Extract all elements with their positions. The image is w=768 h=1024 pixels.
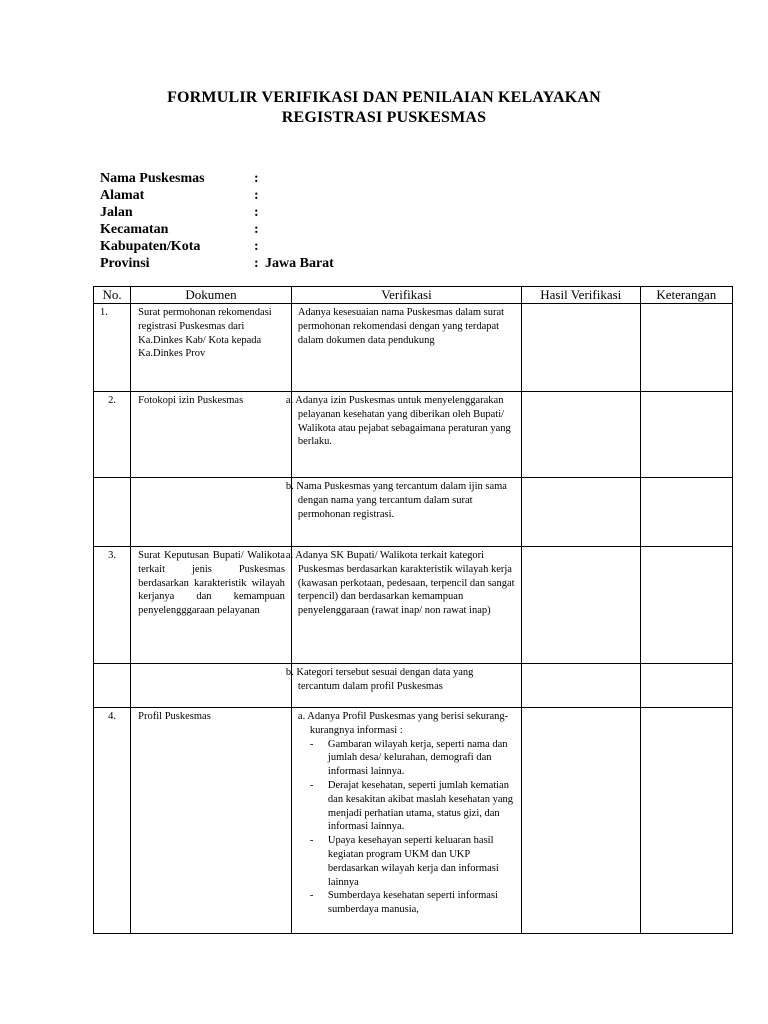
verifikasi-text: a. Adanya Profil Puskesmas yang berisi sekurang-kurangnya informasi : [297, 711, 509, 736]
title-line-2: REGISTRASI PUSKESMAS [281, 109, 487, 126]
list-item [298, 738, 517, 779]
verifikasi-text: b. Kategori tersebut sesuai dengan data yang tercantum dalam profil Puskesmas [285, 667, 474, 692]
row-number: 1. [100, 307, 108, 318]
verification-table [93, 286, 733, 934]
cell-hasil-verifikasi[interactable] [522, 547, 641, 664]
row-number: 2. [108, 395, 117, 406]
cell-no [94, 392, 131, 478]
list-item [298, 889, 517, 917]
cell-verifikasi [285, 392, 521, 478]
title-line-1: FORMULIR VERIFIKASI DAN PENILAIAN KELAYAKAN [167, 89, 601, 106]
cell-keterangan[interactable] [640, 664, 732, 708]
dash-bullet: - [309, 835, 314, 847]
info-label: Alamat [100, 188, 145, 203]
dash-bullet: - [309, 779, 314, 791]
cell-verifikasi [285, 664, 521, 708]
info-colon: : [254, 239, 259, 254]
info-row-kabupaten [100, 238, 500, 255]
cell-dokumen [131, 304, 292, 392]
dokumen-text: Surat Keputusan Bupati/ Walikota terkait jenis Puskesmas berdasarkan karakteristik wilayah kerjanya dan kemampuan penyelengggaraan pelayanan [138, 550, 285, 617]
cell-dokumen [131, 664, 292, 708]
info-value: Jawa Barat [265, 256, 334, 271]
header-dokumen: Dokumen [131, 287, 292, 304]
cell-no [94, 708, 131, 934]
table-row [94, 664, 733, 708]
cell-keterangan[interactable] [640, 392, 732, 478]
dokumen-text: Fotokopi izin Puskesmas [138, 395, 244, 406]
cell-keterangan[interactable] [640, 708, 732, 934]
dokumen-text [131, 478, 291, 480]
table-header-row [94, 287, 733, 304]
info-row-kecamatan [100, 221, 500, 238]
info-row-alamat [100, 187, 500, 204]
info-colon: : [254, 188, 259, 203]
dash-bullet: - [309, 890, 314, 902]
list-item [298, 779, 517, 834]
sub-item-text: Derajat kesehatan, seperti jumlah kematian dan kesakitan akibat maslah kesehatan yang menjadi perhatian utama, status gizi, dan informasi lainnya. [327, 779, 514, 833]
info-colon: : [254, 171, 259, 186]
cell-keterangan[interactable] [640, 478, 732, 547]
cell-hasil-verifikasi[interactable] [522, 708, 641, 934]
cell-no [94, 478, 131, 547]
info-label: Kabupaten/Kota [100, 239, 201, 254]
info-label: Kecamatan [100, 222, 169, 237]
info-colon: : [254, 256, 259, 271]
cell-keterangan[interactable] [640, 547, 732, 664]
row-number: 4. [108, 711, 117, 722]
cell-dokumen [131, 547, 292, 664]
info-row-nama [100, 170, 500, 187]
dash-bullet: - [309, 738, 314, 750]
header-no: No. [94, 287, 131, 304]
cell-dokumen [131, 392, 292, 478]
sub-item-text: Upaya kesehayan seperti keluaran hasil kegiatan program UKM dan UKP berdasarkan wilayah kerja dan informasi lainnya [327, 835, 499, 888]
info-row-jalan [100, 204, 500, 221]
cell-dokumen [131, 708, 292, 934]
row-number [94, 664, 130, 666]
cell-no [94, 664, 131, 708]
sub-item-text: Sumberdaya kesehatan seperti informasi sumberdaya manusia, [327, 890, 498, 916]
cell-no [94, 304, 131, 392]
form-title [0, 88, 768, 128]
dokumen-text: Surat permohonan rekomendasi registrasi Puskesmas dari Ka.Dinkes Kab/ Kota kepada Ka.Dinkes Prov [138, 307, 272, 360]
cell-keterangan[interactable] [640, 304, 732, 392]
sub-item-text: Gambaran wilayah kerja, seperti nama dan jumlah desa/ kelurahan, demografi dan informasi lainnya. [327, 738, 508, 778]
cell-verifikasi [291, 708, 521, 934]
verifikasi-text: b. Nama Puskesmas yang tercantum dalam ijin sama dengan nama yang tercantum dalam surat permohonan registrasi. [285, 481, 507, 520]
cell-no [94, 547, 131, 664]
header-hasil-verifikasi: Hasil Verifikasi [522, 287, 641, 304]
info-label: Nama Puskesmas [100, 171, 205, 186]
info-colon: : [254, 222, 259, 237]
cell-hasil-verifikasi[interactable] [522, 392, 641, 478]
row-number: 3. [108, 550, 117, 561]
info-colon: : [254, 205, 259, 220]
header-keterangan: Keterangan [640, 287, 732, 304]
table-row [94, 392, 733, 478]
header-verifikasi: Verifikasi [291, 287, 521, 304]
cell-hasil-verifikasi[interactable] [522, 304, 641, 392]
list-item [298, 834, 517, 889]
info-row-provinsi [100, 255, 500, 272]
cell-hasil-verifikasi[interactable] [522, 664, 641, 708]
dokumen-text [131, 664, 291, 666]
cell-verifikasi [291, 304, 521, 392]
verifikasi-text: a. Adanya izin Puskesmas untuk menyelenggarakan pelayanan kesehatan yang diberikan oleh Bupati/ Walikota atau pejabat sebagaimana peraturan yang berlaku. [285, 395, 511, 448]
verifikasi-text: a. Adanya SK Bupati/ Walikota terkait kategori Puskesmas berdasarkan karakteristik wilayah kerja (kawasan perkotaan, pedesaan, terpencil dan sangat terpencil) dan berdasarkan kemampuan penyelenggaraan (rawat inap/ non rawat inap) [285, 550, 515, 617]
puskesmas-info [100, 170, 500, 272]
table-row [94, 547, 733, 664]
info-label: Jalan [100, 205, 133, 220]
cell-dokumen [131, 478, 292, 547]
table-row [94, 478, 733, 547]
cell-verifikasi [285, 478, 521, 547]
table-row [94, 708, 733, 934]
info-label: Provinsi [100, 256, 150, 271]
cell-verifikasi [285, 547, 521, 664]
cell-hasil-verifikasi[interactable] [522, 478, 641, 547]
dokumen-text: Profil Puskesmas [138, 711, 211, 722]
verifikasi-text: Adanya kesesuaian nama Puskesmas dalam surat permohonan rekomendasi dengan yang terdapat dalam dokumen data pendukung [297, 307, 505, 346]
row-number [94, 478, 130, 480]
table-row [94, 304, 733, 392]
